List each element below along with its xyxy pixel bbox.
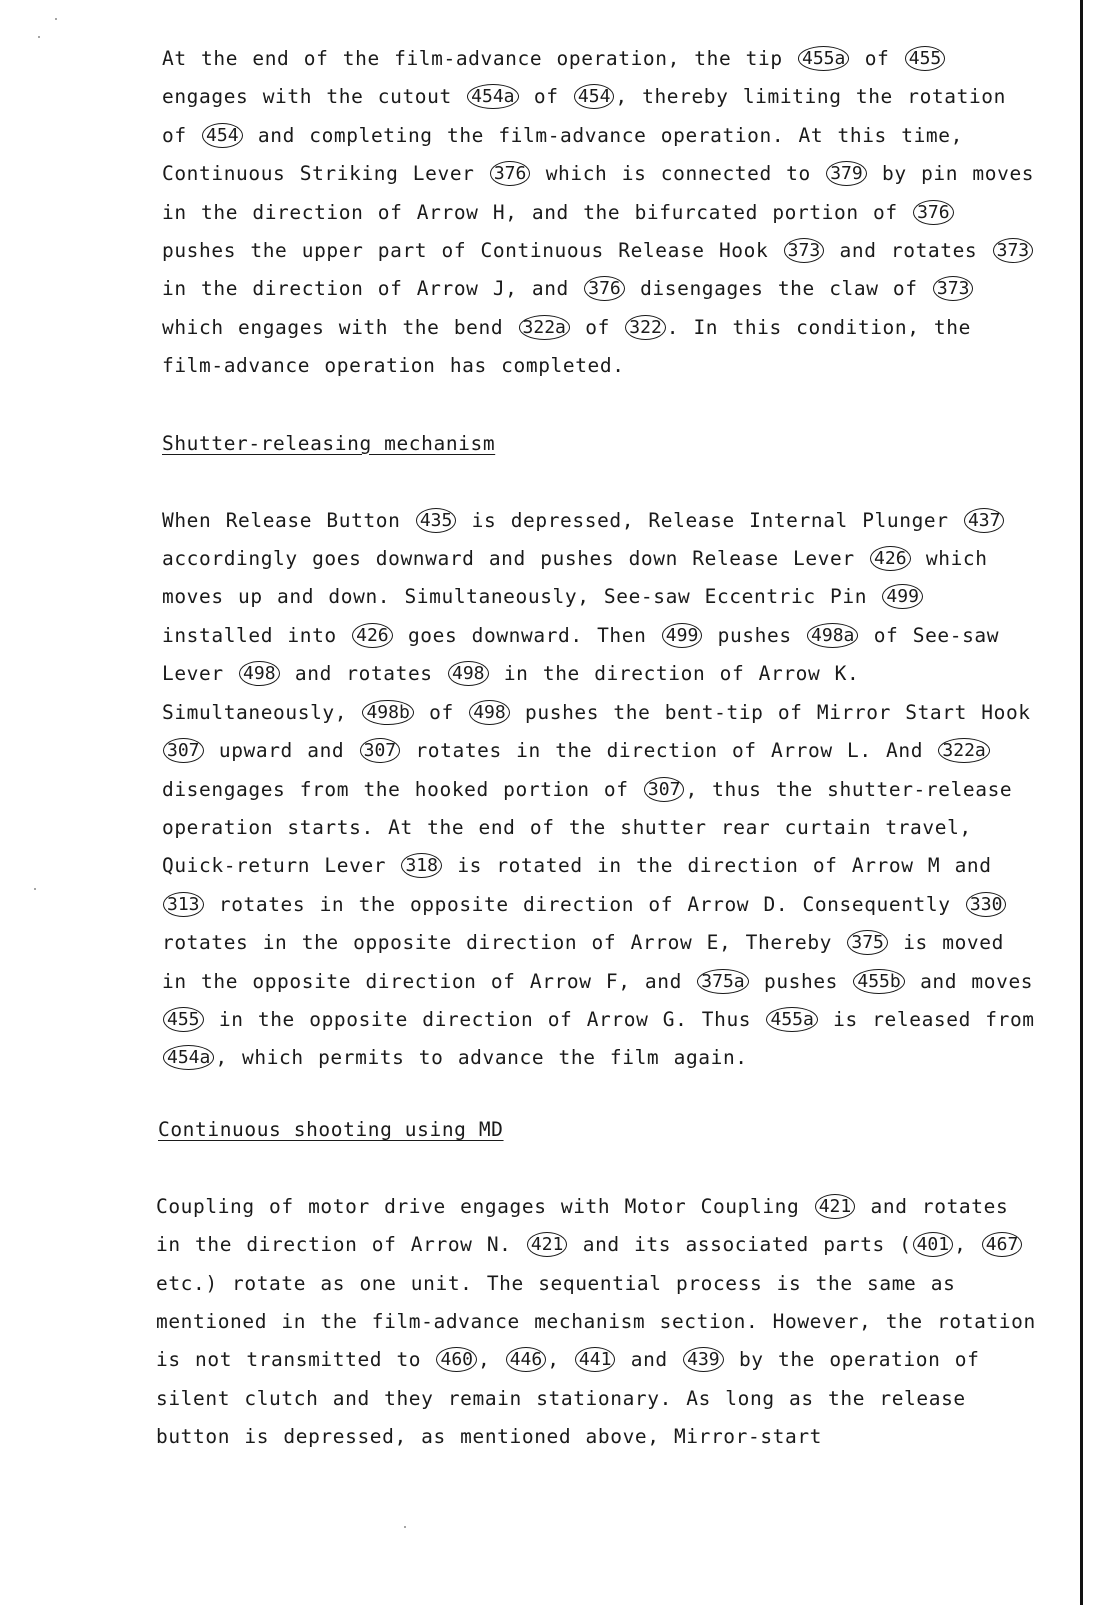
part-number-circle: 322a xyxy=(938,738,989,763)
part-number-circle: 307 xyxy=(163,738,204,763)
paragraph-continuous-shooting xyxy=(156,1188,1042,1457)
text-run: , xyxy=(954,1233,981,1257)
part-number-circle: 375 xyxy=(847,930,888,955)
text-run: and xyxy=(616,1348,683,1372)
text-run: is moved in the opposite direction of Arrow F, and xyxy=(162,931,1004,993)
text-run: by the operation of silent clutch and they remain stationary. As long as the release button is depressed, as mentioned above, Mirror-start xyxy=(156,1348,980,1449)
part-number-circle: 441 xyxy=(575,1347,616,1372)
text-run: accordingly goes downward and pushes down Release Lever xyxy=(162,547,870,571)
paragraph-shutter-release xyxy=(162,502,1042,1078)
part-number-circle: 426 xyxy=(352,623,393,648)
text-run: etc.) rotate as one unit. The sequential process is the same as mentioned in the film-advance mechanism section. However, the rotation is not transmitted to xyxy=(156,1271,1036,1372)
text-run: . In this condition, the film-advance operation has completed. xyxy=(162,315,971,378)
text-run: pushes xyxy=(749,969,853,993)
text-run: , thereby limiting the rotation of xyxy=(162,85,1006,147)
part-number-circle: 454a xyxy=(467,84,518,109)
part-number-circle: 455 xyxy=(905,46,946,71)
part-number-circle: 307 xyxy=(360,738,401,763)
text-run: and its associated parts ( xyxy=(568,1233,912,1257)
part-number-circle: 421 xyxy=(815,1194,856,1219)
text-run: disengages the claw of xyxy=(625,277,932,301)
part-number-circle: 467 xyxy=(982,1232,1023,1257)
text-run: of xyxy=(850,47,904,70)
part-number-circle: 322 xyxy=(625,315,666,340)
part-number-circle: 498 xyxy=(469,700,510,725)
part-number-circle: 435 xyxy=(416,508,457,533)
part-number-circle: 401 xyxy=(913,1232,954,1257)
part-number-circle: 498 xyxy=(448,661,489,686)
text-run: of See-saw Lever xyxy=(162,623,1000,686)
part-number-circle: 426 xyxy=(870,546,911,571)
part-number-circle: 421 xyxy=(527,1232,568,1257)
text-run: in the opposite direction of Arrow G. Thus xyxy=(204,1007,766,1031)
part-number-circle: 375a xyxy=(697,969,748,994)
text-run: which engages with the bend xyxy=(162,315,518,339)
part-number-circle: 322a xyxy=(519,315,570,340)
text-run: by pin moves in the direction of Arrow H, and the bifurcated portion of xyxy=(162,162,1035,224)
part-number-circle: 454a xyxy=(163,1045,214,1070)
part-number-circle: 455a xyxy=(798,46,849,71)
heading-block xyxy=(158,1118,1042,1142)
part-number-circle: 439 xyxy=(683,1347,724,1372)
text-run: of xyxy=(414,700,469,724)
part-number-circle: 454 xyxy=(202,123,243,148)
text-run: upward and xyxy=(204,739,359,763)
text-run: , xyxy=(547,1348,574,1372)
part-number-circle: 373 xyxy=(993,238,1034,263)
text-run: and rotates xyxy=(280,662,447,686)
scan-speck xyxy=(34,888,36,890)
text-run: of xyxy=(570,315,625,339)
part-number-circle: 455 xyxy=(163,1007,204,1032)
text-run: , xyxy=(478,1348,505,1372)
scan-speck xyxy=(404,1526,406,1528)
text-run: rotates in the opposite direction of Arrow D. Consequently xyxy=(204,892,965,916)
text-run: and completing the film-advance operation. At this time, Continuous Striking Lever xyxy=(162,123,963,186)
text-run: is rotated in the direction of Arrow M and xyxy=(442,854,992,878)
text-run: pushes xyxy=(703,623,807,647)
page-right-border xyxy=(1080,0,1083,1605)
section-heading-continuous-shooting: Continuous shooting using MD xyxy=(158,1117,504,1141)
scan-speck xyxy=(38,36,40,38)
text-run: in the direction of Arrow J, and xyxy=(162,277,584,301)
text-run: Coupling of motor drive engages with Motor Coupling xyxy=(156,1194,814,1218)
text-run: installed into xyxy=(162,623,352,647)
text-run: is released from xyxy=(818,1007,1035,1031)
text-run: in the direction of Arrow K. Simultaneously, xyxy=(162,662,860,724)
text-run: and rotates in the direction of Arrow N. xyxy=(156,1194,1009,1257)
text-run: engages with the cutout xyxy=(162,85,467,109)
text-run: which is connected to xyxy=(531,162,826,186)
scan-speck xyxy=(55,18,57,20)
part-number-circle: 499 xyxy=(662,623,703,648)
part-number-circle: 437 xyxy=(964,508,1005,533)
text-run: , thus the shutter-release operation starts. At the end of the shutter rear curtain travel, Quick-return Lever xyxy=(162,777,1013,878)
text-run: When Release Button xyxy=(162,508,415,532)
paragraph-film-advance-end xyxy=(162,40,1042,386)
part-number-circle: 318 xyxy=(401,853,442,878)
part-number-circle: 373 xyxy=(784,238,825,263)
part-number-circle: 379 xyxy=(826,161,867,186)
text-run: which moves up and down. Simultaneously, See-saw Eccentric Pin xyxy=(162,547,988,609)
document-body xyxy=(156,40,1042,1457)
part-number-circle: 373 xyxy=(933,276,974,301)
part-number-circle: 376 xyxy=(913,200,954,225)
text-run: is depressed, Release Internal Plunger xyxy=(457,508,963,532)
text-run: and moves xyxy=(905,969,1034,993)
text-run: rotates in the direction of Arrow L. And xyxy=(401,739,938,763)
heading-block xyxy=(162,432,1042,456)
text-run: goes downward. Then xyxy=(393,623,661,647)
part-number-circle: 498b xyxy=(362,700,413,725)
part-number-circle: 454 xyxy=(574,84,615,109)
text-run: rotates in the opposite direction of Arrow E, Thereby xyxy=(162,931,847,955)
part-number-circle: 307 xyxy=(644,777,685,802)
part-number-circle: 330 xyxy=(966,892,1007,917)
part-number-circle: 499 xyxy=(882,584,923,609)
part-number-circle: 313 xyxy=(163,892,204,917)
part-number-circle: 455a xyxy=(766,1007,817,1032)
part-number-circle: 460 xyxy=(436,1347,477,1372)
text-run: At the end of the film-advance operation, the tip xyxy=(162,47,797,70)
part-number-circle: 455b xyxy=(853,969,904,994)
text-run: pushes the bent-tip of Mirror Start Hook xyxy=(510,700,1031,724)
text-run: and rotates xyxy=(825,239,992,263)
text-run: of xyxy=(519,85,573,109)
text-run: disengages from the hooked portion of xyxy=(162,777,643,801)
part-number-circle: 498 xyxy=(239,661,280,686)
text-run: pushes the upper part of Continuous Release Hook xyxy=(162,239,783,263)
part-number-circle: 446 xyxy=(506,1347,547,1372)
part-number-circle: 498a xyxy=(807,623,858,648)
text-run: , which permits to advance the film again. xyxy=(215,1046,748,1070)
part-number-circle: 376 xyxy=(584,276,625,301)
part-number-circle: 376 xyxy=(490,161,531,186)
section-heading-shutter-releasing: Shutter-releasing mechanism xyxy=(162,431,496,455)
